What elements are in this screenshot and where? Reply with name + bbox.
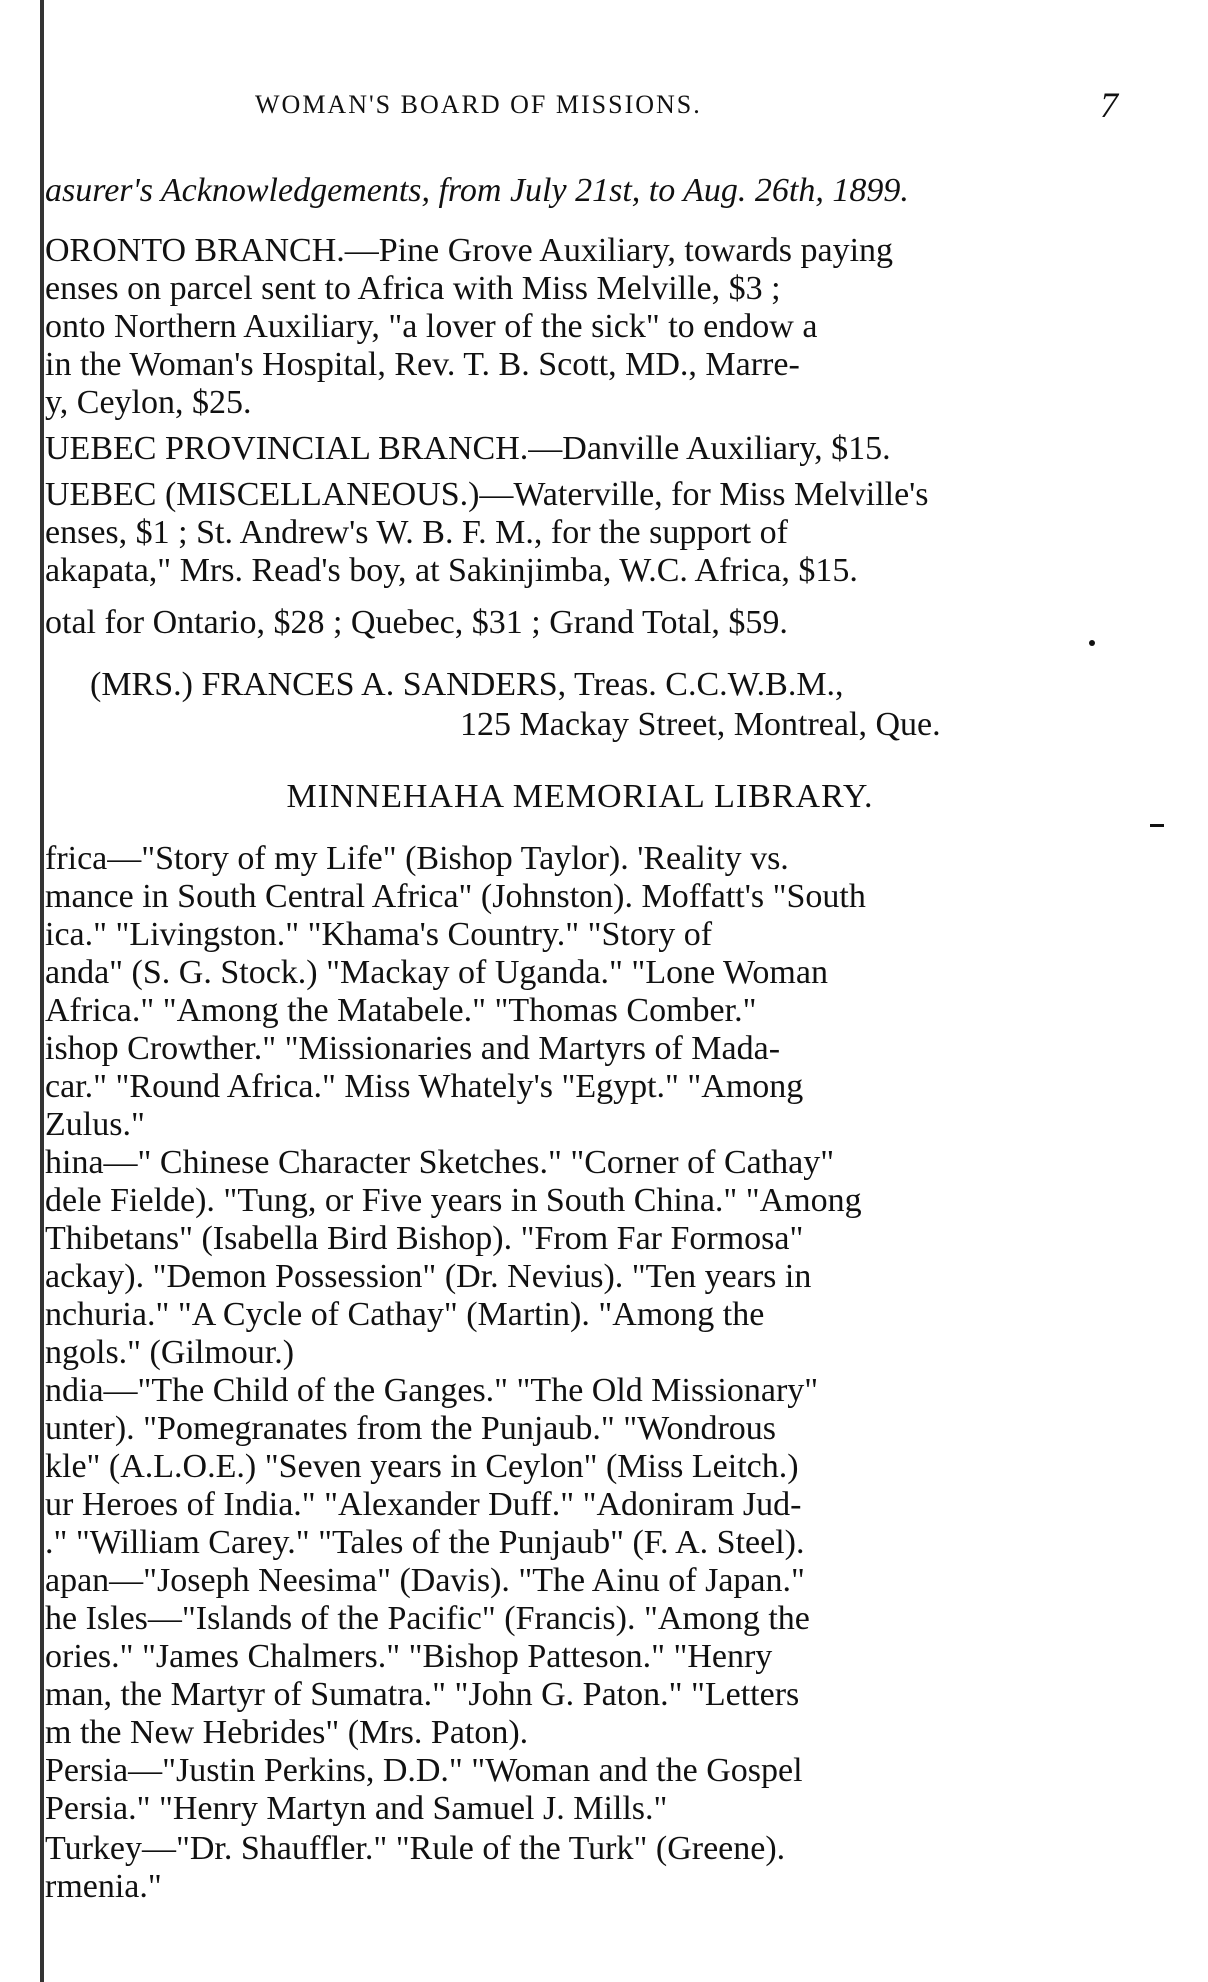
library-line: ackay). "Demon Possession" (Dr. Nevius). "Ten years in <box>45 1258 812 1295</box>
library-line: ngols." (Gilmour.) <box>45 1334 295 1371</box>
library-line: hina—" Chinese Character Sketches." "Corner of Cathay" <box>45 1144 835 1181</box>
library-line: dele Fielde). "Tung, or Five years in South China." "Among <box>45 1182 862 1219</box>
ack-line: enses, $1 ; St. Andrew's W. B. F. M., for the support of <box>45 514 788 551</box>
library-line: Turkey—"Dr. Shauffler." "Rule of the Turk" (Greene). <box>45 1830 786 1867</box>
library-line: ndia—"The Child of the Ganges." "The Old Missionary" <box>45 1372 819 1409</box>
ack-line: onto Northern Auxiliary, "a lover of the sick" to endow a <box>45 308 818 345</box>
treasurer-signature: (MRS.) FRANCES A. SANDERS, Treas. C.C.W.B.M., <box>90 666 844 703</box>
ack-line: in the Woman's Hospital, Rev. T. B. Scott, MD., Marre- <box>45 346 800 383</box>
library-line: ica." "Livingston." "Khama's Country." "Story of <box>45 916 713 953</box>
library-line: kle" (A.L.O.E.) "Seven years in Ceylon" (Miss Leitch.) <box>45 1448 799 1485</box>
treasurer-address: 125 Mackay Street, Montreal, Que. <box>460 706 941 743</box>
ack-line: enses on parcel sent to Africa with Miss Melville, $3 ; <box>45 270 781 307</box>
ack-line: akapata," Mrs. Read's boy, at Sakinjimba, W.C. Africa, $15. <box>45 552 858 589</box>
stray-ink-dot <box>1089 640 1095 646</box>
ack-line: UEBEC PROVINCIAL BRANCH.—Danville Auxiliary, $15. <box>45 430 891 467</box>
library-line: ories." "James Chalmers." "Bishop Patteson." "Henry <box>45 1638 773 1675</box>
ack-total-line: otal for Ontario, $28 ; Quebec, $31 ; Grand Total, $59. <box>45 604 788 641</box>
library-line: man, the Martyr of Sumatra." "John G. Paton." "Letters <box>45 1676 800 1713</box>
library-line: Africa." "Among the Matabele." "Thomas Comber." <box>45 992 757 1029</box>
library-line: ishop Crowther." "Missionaries and Martyrs of Mada- <box>45 1030 781 1067</box>
ack-line: UEBEC (MISCELLANEOUS.)—Waterville, for Miss Melville's <box>45 476 929 513</box>
library-line: Zulus." <box>45 1106 145 1143</box>
library-line: anda" (S. G. Stock.) "Mackay of Uganda." "Lone Woman <box>45 954 828 991</box>
library-line: Persia—"Justin Perkins, D.D." "Woman and the Gospel <box>45 1752 803 1789</box>
library-line: mance in South Central Africa" (Johnston). Moffatt's "South <box>45 878 866 915</box>
ack-line: y, Ceylon, $25. <box>45 384 252 421</box>
library-line: ur Heroes of India." "Alexander Duff." "Adoniram Jud- <box>45 1486 802 1523</box>
page-number: 7 <box>1100 85 1118 125</box>
library-line: frica—"Story of my Life" (Bishop Taylor). 'Reality vs. <box>45 840 789 877</box>
library-line: he Isles—"Islands of the Pacific" (Francis). "Among the <box>45 1600 810 1637</box>
library-line: unter). "Pomegranates from the Punjaub." "Wondrous <box>45 1410 777 1447</box>
ack-line: ORONTO BRANCH.—Pine Grove Auxiliary, towards paying <box>45 232 894 269</box>
library-line: nchuria." "A Cycle of Cathay" (Martin). "Among the <box>45 1296 765 1333</box>
library-line: m the New Hebrides" (Mrs. Paton). <box>45 1714 529 1751</box>
library-line: ." "William Carey." "Tales of the Punjaub" (F. A. Steel). <box>45 1524 805 1561</box>
library-line: car." "Round Africa." Miss Whately's "Egypt." "Among <box>45 1068 804 1105</box>
running-head: WOMAN'S BOARD OF MISSIONS. <box>255 90 702 119</box>
page-header <box>60 85 1148 130</box>
library-line: Thibetans" (Isabella Bird Bishop). "From Far Formosa" <box>45 1220 804 1257</box>
library-line: Persia." "Henry Martyn and Samuel J. Mills." <box>45 1790 668 1827</box>
library-line: apan—"Joseph Neesima" (Davis). "The Ainu of Japan." <box>45 1562 805 1599</box>
library-line: rmenia." <box>45 1868 162 1905</box>
acknowledgements-title: asurer's Acknowledgements, from July 21st, to Aug. 26th, 1899. <box>45 172 909 209</box>
library-heading: MINNEHAHA MEMORIAL LIBRARY. <box>286 778 874 815</box>
stray-ink-dash <box>1150 824 1164 827</box>
binding-edge-line <box>40 0 44 1982</box>
